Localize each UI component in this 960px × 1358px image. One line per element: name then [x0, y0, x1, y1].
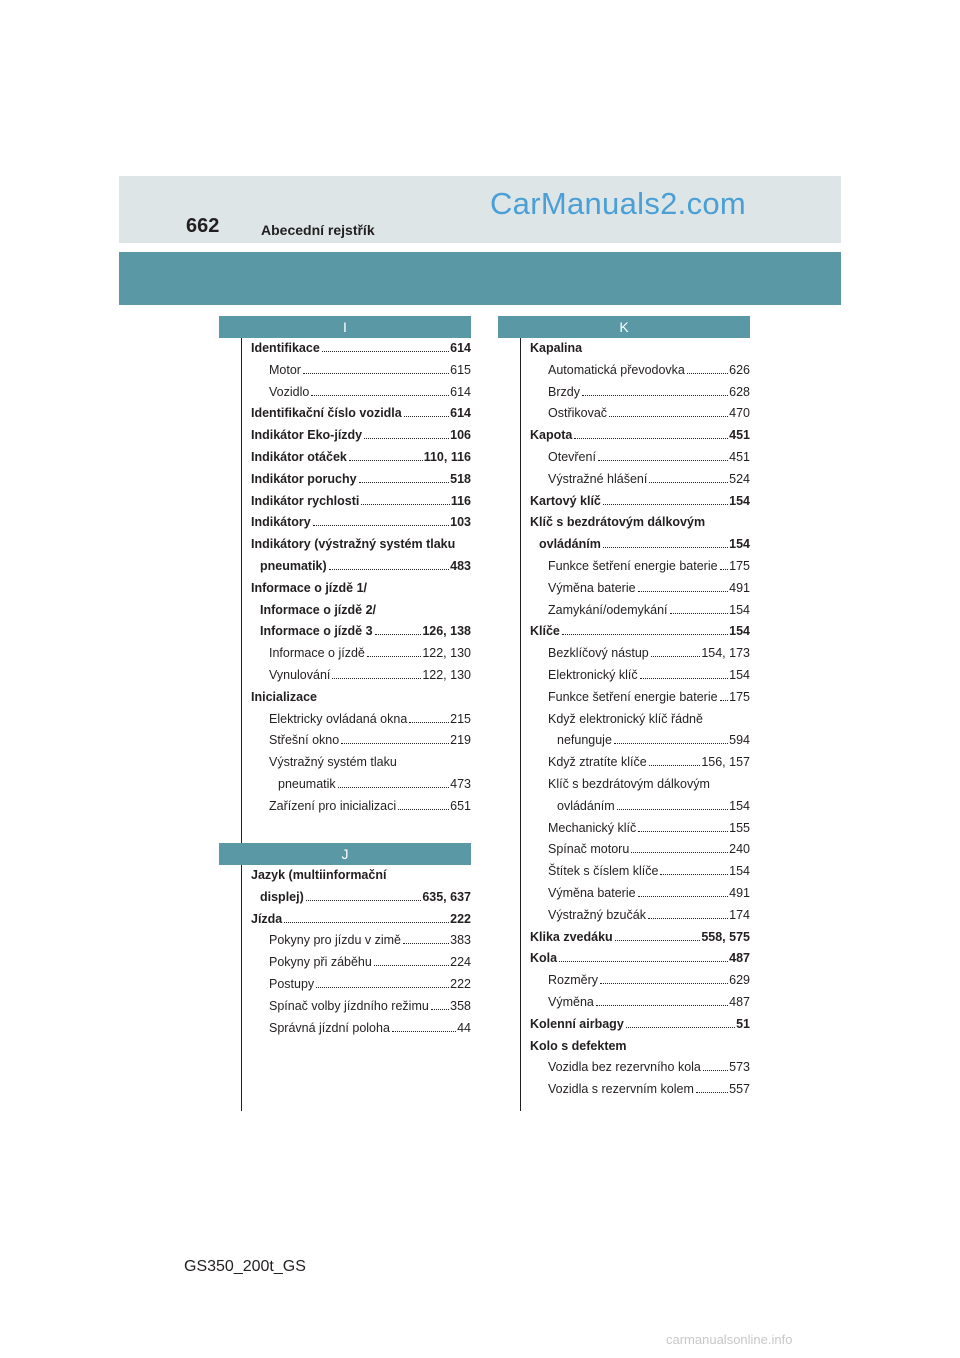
entry-page-ref: 614 [450, 341, 471, 355]
entry-page-ref: 451 [729, 449, 750, 464]
dot-leader [638, 591, 729, 592]
index-entry [530, 447, 750, 469]
dot-leader [374, 965, 449, 966]
entry-term: Výměna [548, 994, 594, 1009]
dot-leader [649, 765, 701, 766]
index-entry [251, 425, 471, 447]
index-entry [530, 469, 750, 491]
entry-term: Otevření [548, 449, 596, 464]
entry-term: displej) [260, 889, 304, 904]
dot-leader [284, 922, 449, 923]
entry-term: pneumatik [278, 776, 336, 791]
index-entry [251, 996, 471, 1018]
model-code: GS350_200t_GS [184, 1258, 306, 1275]
watermark-logo: CarManuals2.com [490, 186, 747, 221]
entry-page-ref: 122, 130 [422, 667, 471, 682]
index-entry [251, 534, 471, 556]
index-entry [530, 970, 750, 992]
index-entry [251, 909, 471, 931]
dot-leader [349, 460, 423, 461]
index-entry [530, 382, 750, 404]
index-entry [530, 752, 750, 774]
dot-leader [341, 743, 449, 744]
entry-term: Indikátor rychlosti [251, 493, 360, 508]
index-entry [530, 534, 750, 556]
entry-term: Identifikace [251, 341, 320, 355]
entry-term: Pokyny pro jízdu v zimě [269, 933, 401, 948]
entry-term: Vozidla s rezervním kolem [548, 1082, 694, 1097]
entry-term: Informace o jízdě [269, 646, 365, 661]
index-entry [530, 1057, 750, 1079]
index-entry [530, 360, 750, 382]
entry-term: Štítek s číslem klíče [548, 864, 659, 879]
dot-leader [651, 656, 701, 657]
entry-term: Vynulování [269, 667, 331, 682]
index-entry [530, 600, 750, 622]
dot-leader [329, 569, 449, 570]
entry-page-ref: 629 [729, 973, 750, 988]
entry-term: Pokyny při záběhu [269, 955, 372, 970]
entry-term: Klíč s bezdrátovým dálkovým [530, 515, 706, 530]
index-entry [530, 1036, 750, 1058]
dot-leader [703, 1070, 728, 1071]
dot-leader [559, 961, 728, 962]
dot-leader [322, 351, 449, 352]
dot-leader [670, 613, 729, 614]
dot-leader [638, 831, 728, 832]
dot-leader [617, 809, 728, 810]
entry-page-ref: 103 [450, 515, 471, 530]
index-entry [530, 992, 750, 1014]
site-watermark: carmanualsonline.info [666, 1332, 793, 1347]
dot-leader [313, 525, 449, 526]
entry-page-ref: 154, 173 [701, 646, 750, 661]
entry-page-ref: 156, 157 [701, 755, 750, 770]
index-entry [530, 709, 750, 731]
entry-term: Funkce šetření energie baterie [548, 558, 718, 573]
dot-leader [303, 373, 449, 374]
entry-page-ref: 215 [450, 711, 471, 726]
entry-term: Když elektronický klíč řádně [548, 711, 703, 726]
index-entry [530, 491, 750, 513]
entry-term: Vozidlo [269, 384, 310, 399]
dot-leader [596, 1005, 728, 1006]
index-entry [530, 425, 750, 447]
index-group-i [251, 338, 471, 818]
entry-term: Výměna baterie [548, 580, 636, 595]
accent-band [119, 252, 841, 305]
entry-page-ref: 524 [729, 471, 750, 486]
entry-term: Klika zvedáku [530, 929, 613, 944]
entry-term: Jazyk (multiinformační [251, 868, 387, 882]
entry-term: Informace o jízdě 1/ [251, 580, 368, 595]
entry-term: Když ztratíte klíče [548, 755, 647, 770]
index-entry [251, 730, 471, 752]
index-entry [530, 687, 750, 709]
entry-page-ref: 615 [450, 362, 471, 377]
entry-term: Inicializace [251, 689, 318, 704]
dot-leader [398, 809, 449, 810]
entry-term: Indikátory [251, 515, 311, 530]
dot-leader [649, 482, 728, 483]
dot-leader [332, 678, 421, 679]
entry-page-ref: 222 [450, 911, 471, 926]
index-entry [530, 403, 750, 425]
dot-leader [626, 1027, 735, 1028]
index-entry [251, 952, 471, 974]
dot-leader [392, 1031, 456, 1032]
index-entry [530, 621, 750, 643]
dot-leader [648, 918, 728, 919]
entry-page-ref: 383 [450, 933, 471, 948]
entry-term: Identifikační číslo vozidla [251, 406, 402, 421]
entry-term: Výměna baterie [548, 885, 636, 900]
index-entry [530, 512, 750, 534]
entry-term: Klíč s bezdrátovým dálkovým [548, 776, 710, 791]
entry-page-ref: 491 [729, 885, 750, 900]
dot-leader [660, 874, 728, 875]
entry-term: Spínač volby jízdního režimu [269, 998, 429, 1013]
entry-page-ref: 240 [729, 842, 750, 857]
entry-term: Kapota [530, 428, 573, 443]
dot-leader [562, 634, 728, 635]
dot-leader [431, 1009, 449, 1010]
entry-page-ref: 487 [729, 994, 750, 1009]
index-entry [530, 927, 750, 949]
entry-page-ref: 614 [450, 406, 471, 421]
dot-leader [359, 482, 450, 483]
entry-term: Kola [530, 951, 558, 966]
dot-leader [600, 983, 728, 984]
dot-leader [603, 504, 728, 505]
entry-term: Rozměry [548, 973, 599, 988]
entry-page-ref: 573 [729, 1060, 750, 1075]
entry-page-ref: 175 [729, 689, 750, 704]
index-entry [251, 469, 471, 491]
entry-page-ref: 44 [457, 1020, 471, 1035]
dot-leader [367, 656, 421, 657]
index-entry [530, 556, 750, 578]
index-entry [530, 883, 750, 905]
index-entry [251, 578, 471, 600]
entry-term: Informace o jízdě 2/ [260, 602, 377, 617]
dot-leader [364, 438, 449, 439]
entry-term: Jízda [251, 911, 283, 926]
index-entry [530, 665, 750, 687]
index-entry [251, 1018, 471, 1040]
entry-term: ovládáním [539, 537, 601, 552]
entry-term: Postupy [269, 976, 315, 991]
entry-page-ref: 122, 130 [422, 646, 471, 661]
entry-page-ref: 491 [729, 580, 750, 595]
dot-leader [375, 634, 422, 635]
dot-leader [403, 943, 449, 944]
entry-term: Bezklíčový nástup [548, 646, 649, 661]
entry-page-ref: 155 [729, 820, 750, 835]
dot-leader [609, 416, 728, 417]
page-number: 662 [186, 215, 220, 237]
index-entry [251, 687, 471, 709]
entry-term: nefunguje [557, 733, 612, 748]
dot-leader [316, 987, 449, 988]
index-entry [530, 905, 750, 927]
entry-term: Klíče [530, 624, 560, 639]
index-entry [530, 774, 750, 796]
dot-leader [311, 395, 449, 396]
index-entry [251, 600, 471, 622]
entry-page-ref: 594 [729, 733, 750, 748]
entry-page-ref: 651 [450, 798, 471, 813]
entry-term: Kolenní airbagy [530, 1016, 624, 1031]
entry-page-ref: 154 [729, 798, 750, 813]
index-entry [251, 774, 471, 796]
entry-term: Kolo s defektem [530, 1038, 627, 1053]
entry-term: Elektronický klíč [548, 667, 638, 682]
entry-term: Indikátor poruchy [251, 471, 357, 486]
entry-term: Informace o jízdě 3 [260, 624, 373, 639]
entry-page-ref: 628 [729, 384, 750, 399]
entry-term: Vozidla bez rezervního kola [548, 1060, 701, 1075]
entry-page-ref: 154 [729, 537, 750, 552]
index-entry [530, 643, 750, 665]
index-group-j [251, 865, 471, 1039]
index-entry [251, 974, 471, 996]
entry-page-ref: 219 [450, 733, 471, 748]
index-entry [530, 338, 750, 360]
index-entry [530, 1079, 750, 1101]
entry-term: Indikátor Eko-jízdy [251, 428, 363, 443]
index-entry [251, 930, 471, 952]
entry-page-ref: 154 [729, 624, 750, 639]
entry-page-ref: 174 [729, 907, 750, 922]
dot-leader [598, 460, 728, 461]
entry-page-ref: 487 [729, 951, 750, 966]
section-title: Abecední rejstřík [261, 222, 375, 238]
dot-leader [638, 896, 729, 897]
index-entry [530, 730, 750, 752]
entry-page-ref: 154 [729, 602, 750, 617]
entry-page-ref: 558, 575 [701, 929, 750, 944]
entry-term: Výstražné hlášení [548, 471, 648, 486]
entry-page-ref: 224 [450, 955, 471, 970]
dot-leader [614, 743, 728, 744]
index-entry [251, 338, 471, 360]
entry-page-ref: 126, 138 [422, 624, 471, 639]
index-entry [251, 491, 471, 513]
dot-leader [603, 547, 728, 548]
entry-term: Zařízení pro inicializaci [269, 798, 397, 813]
index-entry [251, 403, 471, 425]
letter-header-i: I [219, 316, 471, 338]
entry-term: pneumatik) [260, 558, 327, 573]
entry-term: ovládáním [557, 798, 615, 813]
dot-leader [696, 1092, 728, 1093]
entry-term: Brzdy [548, 384, 580, 399]
entry-term: Indikátory (výstražný systém tlaku [251, 537, 456, 552]
index-entry [530, 1014, 750, 1036]
dot-leader [720, 700, 729, 701]
dot-leader [361, 504, 449, 505]
index-entry [251, 665, 471, 687]
index-entry [251, 796, 471, 818]
index-entry [530, 839, 750, 861]
index-entry [251, 447, 471, 469]
entry-page-ref: 518 [450, 471, 471, 486]
entry-term: Kapalina [530, 341, 583, 355]
dot-leader [574, 438, 728, 439]
dot-leader [306, 900, 422, 901]
entry-page-ref: 614 [450, 384, 471, 399]
index-entry [251, 556, 471, 578]
index-entry [251, 360, 471, 382]
entry-term: Funkce šetření energie baterie [548, 689, 718, 704]
index-entry [530, 796, 750, 818]
entry-page-ref: 175 [729, 558, 750, 573]
index-entry [251, 709, 471, 731]
index-entry [530, 861, 750, 883]
entry-page-ref: 451 [729, 428, 750, 443]
index-entry [251, 621, 471, 643]
dot-leader [631, 852, 728, 853]
entry-page-ref: 483 [450, 558, 471, 573]
index-group-k [530, 338, 750, 1101]
dot-leader [720, 569, 729, 570]
dot-leader [338, 787, 449, 788]
entry-term: Spínač motoru [548, 842, 630, 857]
entry-page-ref: 106 [450, 428, 471, 443]
index-entry [251, 382, 471, 404]
entry-page-ref: 635, 637 [422, 889, 471, 904]
index-entry [530, 818, 750, 840]
entry-page-ref: 116 [450, 493, 471, 508]
index-entry [251, 865, 471, 887]
left-column-rule [241, 337, 242, 1111]
index-entry [251, 643, 471, 665]
right-column-rule [520, 337, 521, 1111]
entry-term: Ostřikovač [548, 406, 608, 421]
index-entry [251, 887, 471, 909]
entry-page-ref: 154 [729, 667, 750, 682]
entry-term: Automatická převodovka [548, 362, 685, 377]
entry-page-ref: 110, 116 [423, 449, 471, 464]
entry-term: Elektricky ovládaná okna [269, 711, 408, 726]
entry-term: Střešní okno [269, 733, 340, 748]
dot-leader [582, 395, 728, 396]
index-entry [251, 512, 471, 534]
entry-page-ref: 358 [450, 998, 471, 1013]
dot-leader [640, 678, 729, 679]
letter-header-j: J [219, 843, 471, 865]
entry-page-ref: 557 [729, 1082, 750, 1097]
entry-page-ref: 51 [736, 1016, 750, 1031]
entry-term: Výstražný systém tlaku [269, 755, 397, 770]
entry-term: Správná jízdní poloha [269, 1020, 390, 1035]
entry-page-ref: 473 [450, 776, 471, 791]
entry-page-ref: 470 [729, 406, 750, 421]
dot-leader [409, 722, 449, 723]
entry-term: Kartový klíč [530, 493, 601, 508]
letter-header-k: K [498, 316, 750, 338]
index-entry [530, 948, 750, 970]
entry-term: Indikátor otáček [251, 449, 347, 464]
entry-term: Výstražný bzučák [548, 907, 646, 922]
entry-term: Motor [269, 362, 301, 377]
entry-page-ref: 222 [450, 976, 471, 991]
index-entry [251, 752, 471, 774]
entry-page-ref: 154 [729, 864, 750, 879]
entry-page-ref: 154 [729, 493, 750, 508]
dot-leader [615, 940, 701, 941]
dot-leader [404, 416, 449, 417]
entry-page-ref: 626 [729, 362, 750, 377]
index-entry [530, 578, 750, 600]
entry-term: Mechanický klíč [548, 820, 637, 835]
entry-term: Zamykání/odemykání [548, 602, 668, 617]
dot-leader [687, 373, 728, 374]
